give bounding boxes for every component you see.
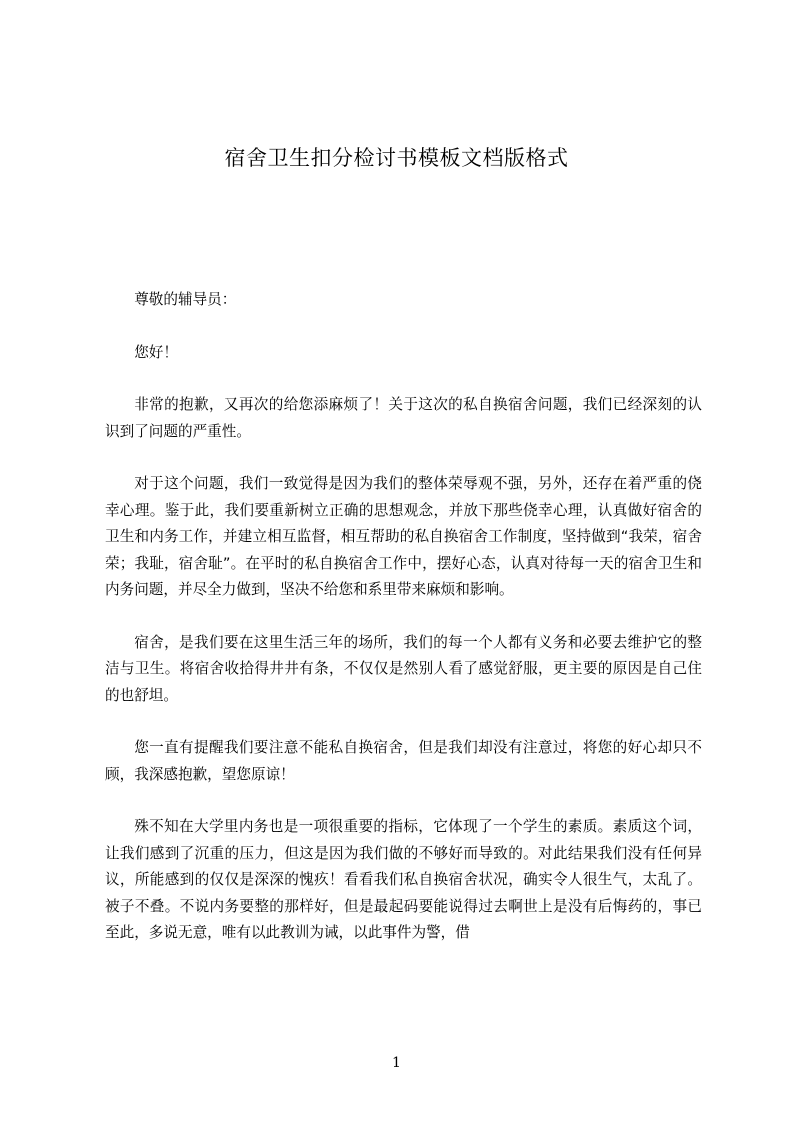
paragraph-4: 您一直有提醒我们要注意不能私自换宿舍，但是我们却没有注意过，将您的好心却只不顾，我深感抱歉，望您原谅！ [105,739,702,783]
paragraph-1: 非常的抱歉，又再次的给您添麻烦了！关于这次的私自换宿舍问题，我们已经深刻的认识到了问题的严重性。 [105,396,702,440]
paragraph-2: 对于这个问题，我们一致觉得是因为我们的整体荣辱观不强，另外，还存在着严重的侥幸心理。鉴于此，我们要重新树立正确的思想观念，并放下那些侥幸心理，认真做好宿舍的卫生和内务工作，并建立相互监督，相互帮助的私自换宿舍工作制度，坚持做到“我荣，宿舍荣；我耻，宿舍耻”。在平时的私自换宿舍工作中，摆好心态，认真对待每一天的宿舍卫生和内务问题，并尽全力做到，坚决不给您和系里带来麻烦和影响。 [105,475,702,598]
page-number: 1 [392,1055,401,1071]
paragraph-5: 殊不知在大学里内务也是一项很重要的指标，它体现了一个学生的素质。素质这个词，让我们感到了沉重的压力，但这是因为我们做的不够好而导致的。对此结果我们没有任何异议，所能感到的仅仅是深深的愧疚！看看我们私自换宿舍状况，确实令人很生气，太乱了。被子不叠。不说内务要整的那样好，但是最起码要能说得过去啊世上是没有后悔药的，事已至此，多说无意，唯有以此教训为诫，以此事件为警，借 [105,818,702,941]
greeting: 您好！ [134,343,178,361]
paragraph-3: 宿舍，是我们要在这里生活三年的场所，我们的每一个人都有义务和必要去维护它的整洁与卫生。将宿舍收拾得井井有条，不仅仅是然别人看了感觉舒服，更主要的原因是自己住的也舒坦。 [105,633,702,704]
salutation: 尊敬的辅导员： [134,291,237,308]
document-title: 宿舍卫生扣分检讨书模板文档版格式 [224,146,569,170]
document-body [105,287,702,973]
